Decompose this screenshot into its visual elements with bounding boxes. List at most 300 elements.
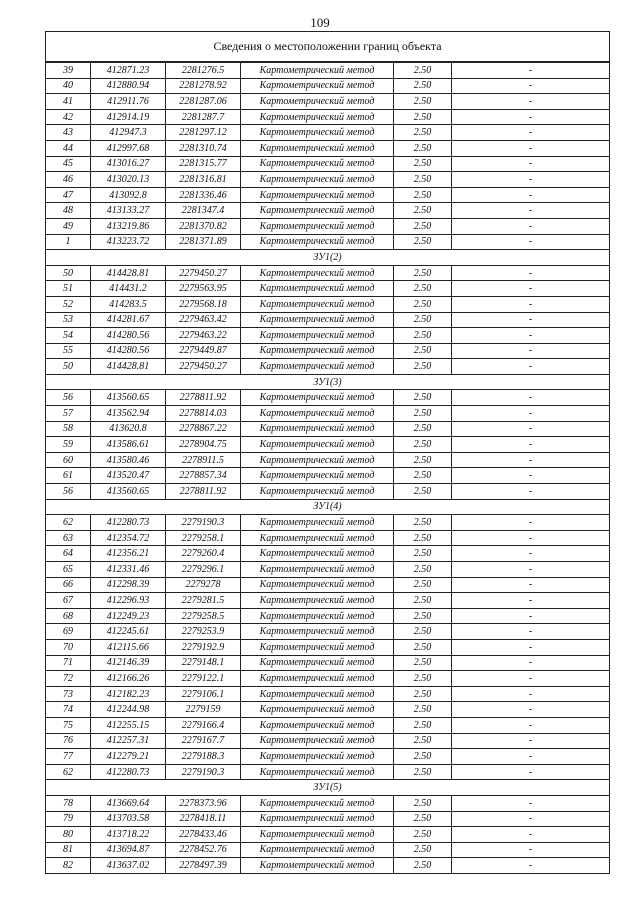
coord-y: 2281278.92 [166,78,241,94]
coord-x: 412244.98 [91,702,166,718]
table-row [46,140,610,156]
method-cell: Картометрический метод [241,842,394,858]
accuracy-cell: 2.50 [394,234,452,250]
coord-x: 412115.66 [91,639,166,655]
coord-x: 412182.23 [91,686,166,702]
accuracy-cell: 2.50 [394,296,452,312]
note-cell: - [452,296,610,312]
point-number: 56 [46,484,91,500]
table-row [46,156,610,172]
note-cell: - [452,515,610,531]
table-row [46,312,610,328]
table-row [46,421,610,437]
method-cell: Картометрический метод [241,827,394,843]
coord-y: 2279281.5 [166,593,241,609]
point-number: 66 [46,577,91,593]
table-row [46,811,610,827]
accuracy-cell: 2.50 [394,468,452,484]
coord-y: 2281276.5 [166,62,241,78]
accuracy-cell: 2.50 [394,156,452,172]
method-cell: Картометрический метод [241,156,394,172]
coord-x: 412331.46 [91,562,166,578]
coord-x: 412911.76 [91,94,166,110]
coord-x: 412257.31 [91,733,166,749]
coord-x: 413520.47 [91,468,166,484]
method-cell: Картометрический метод [241,764,394,780]
method-cell: Картометрический метод [241,686,394,702]
note-cell: - [452,842,610,858]
coord-x: 413586.61 [91,437,166,453]
note-cell: - [452,78,610,94]
coord-y: 2279159 [166,702,241,718]
table-title-row [46,32,610,63]
method-cell: Картометрический метод [241,811,394,827]
note-cell: - [452,593,610,609]
note-cell: - [452,655,610,671]
note-cell: - [452,94,610,110]
table-row [46,702,610,718]
point-number: 65 [46,562,91,578]
table-row [46,187,610,203]
point-number: 81 [46,842,91,858]
accuracy-cell: 2.50 [394,842,452,858]
accuracy-cell: 2.50 [394,140,452,156]
point-number: 53 [46,312,91,328]
method-cell: Картометрический метод [241,172,394,188]
coord-x: 414281.67 [91,312,166,328]
coord-y: 2278867.22 [166,421,241,437]
table-row [46,94,610,110]
point-number: 50 [46,265,91,281]
coord-x: 412255.15 [91,717,166,733]
method-cell: Картометрический метод [241,296,394,312]
section-row [46,780,610,796]
method-cell: Картометрический метод [241,577,394,593]
table-row [46,296,610,312]
coord-y: 2279563.95 [166,281,241,297]
point-number: 64 [46,546,91,562]
table-row [46,733,610,749]
coord-y: 2279122.1 [166,671,241,687]
coord-y: 2279106.1 [166,686,241,702]
table-row [46,764,610,780]
accuracy-cell: 2.50 [394,795,452,811]
accuracy-cell: 2.50 [394,265,452,281]
method-cell: Картометрический метод [241,562,394,578]
note-cell: - [452,328,610,344]
accuracy-cell: 2.50 [394,608,452,624]
accuracy-cell: 2.50 [394,686,452,702]
coord-x: 413718.22 [91,827,166,843]
coord-x: 414428.81 [91,359,166,375]
coord-y: 2278433.46 [166,827,241,843]
coord-y: 2279188.3 [166,749,241,765]
accuracy-cell: 2.50 [394,702,452,718]
point-number: 42 [46,109,91,125]
method-cell: Картометрический метод [241,858,394,874]
point-number: 69 [46,624,91,640]
note-cell: - [452,312,610,328]
accuracy-cell: 2.50 [394,312,452,328]
table-row [46,827,610,843]
coord-x: 412298.39 [91,577,166,593]
point-number: 76 [46,733,91,749]
coord-y: 2279278 [166,577,241,593]
accuracy-cell: 2.50 [394,437,452,453]
accuracy-cell: 2.50 [394,421,452,437]
method-cell: Картометрический метод [241,328,394,344]
table-row [46,671,610,687]
accuracy-cell: 2.50 [394,343,452,359]
note-cell: - [452,359,610,375]
point-number: 54 [46,328,91,344]
table-row [46,265,610,281]
accuracy-cell: 2.50 [394,749,452,765]
boundary-table [45,31,610,874]
table-row [46,795,610,811]
coord-x: 413092.8 [91,187,166,203]
accuracy-cell: 2.50 [394,515,452,531]
note-cell: - [452,156,610,172]
note-cell: - [452,764,610,780]
coord-x: 414428.81 [91,265,166,281]
point-number: 48 [46,203,91,219]
method-cell: Картометрический метод [241,608,394,624]
table-row [46,577,610,593]
accuracy-cell: 2.50 [394,406,452,422]
method-cell: Картометрический метод [241,717,394,733]
accuracy-cell: 2.50 [394,484,452,500]
accuracy-cell: 2.50 [394,530,452,546]
point-number: 41 [46,94,91,110]
coord-y: 2279190.3 [166,515,241,531]
point-number: 58 [46,421,91,437]
coord-y: 2281347.4 [166,203,241,219]
accuracy-cell: 2.50 [394,328,452,344]
table-row [46,437,610,453]
table-row [46,639,610,655]
point-number: 62 [46,515,91,531]
coord-x: 413560.65 [91,484,166,500]
accuracy-cell: 2.50 [394,655,452,671]
point-number: 56 [46,390,91,406]
note-cell: - [452,577,610,593]
table-row [46,717,610,733]
table-row [46,655,610,671]
method-cell: Картометрический метод [241,359,394,375]
coord-x: 412296.93 [91,593,166,609]
coord-y: 2279253.9 [166,624,241,640]
point-number: 44 [46,140,91,156]
note-cell: - [452,172,610,188]
point-number: 72 [46,671,91,687]
method-cell: Картометрический метод [241,203,394,219]
accuracy-cell: 2.50 [394,858,452,874]
accuracy-cell: 2.50 [394,125,452,141]
note-cell: - [452,733,610,749]
coord-y: 2278418.11 [166,811,241,827]
method-cell: Картометрический метод [241,281,394,297]
coord-x: 414280.56 [91,328,166,344]
point-number: 62 [46,764,91,780]
table-row [46,593,610,609]
note-cell: - [452,62,610,78]
coord-x: 412146.39 [91,655,166,671]
page-number: 109 [310,15,330,30]
coord-x: 412914.19 [91,109,166,125]
coord-y: 2281297.12 [166,125,241,141]
coord-y: 2278857.34 [166,468,241,484]
coord-y: 2279463.22 [166,328,241,344]
accuracy-cell: 2.50 [394,562,452,578]
accuracy-cell: 2.50 [394,359,452,375]
accuracy-cell: 2.50 [394,452,452,468]
accuracy-cell: 2.50 [394,733,452,749]
note-cell: - [452,717,610,733]
table-row [46,359,610,375]
coord-x: 412245.61 [91,624,166,640]
coord-x: 413580.46 [91,452,166,468]
method-cell: Картометрический метод [241,187,394,203]
point-number: 71 [46,655,91,671]
table-row [46,78,610,94]
note-cell: - [452,686,610,702]
accuracy-cell: 2.50 [394,624,452,640]
coord-y: 2281310.74 [166,140,241,156]
coord-y: 2281316.81 [166,172,241,188]
note-cell: - [452,218,610,234]
coord-x: 412249.23 [91,608,166,624]
coord-y: 2278497.39 [166,858,241,874]
accuracy-cell: 2.50 [394,827,452,843]
accuracy-cell: 2.50 [394,764,452,780]
coord-x: 412356.21 [91,546,166,562]
coord-x: 413223.72 [91,234,166,250]
table-row [46,562,610,578]
table-row [46,608,610,624]
note-cell: - [452,265,610,281]
point-number: 39 [46,62,91,78]
point-number: 1 [46,234,91,250]
note-cell: - [452,671,610,687]
note-cell: - [452,546,610,562]
note-cell: - [452,125,610,141]
coord-y: 2278814.03 [166,406,241,422]
table-row [46,172,610,188]
note-cell: - [452,795,610,811]
point-number: 68 [46,608,91,624]
method-cell: Картометрический метод [241,125,394,141]
note-cell: - [452,639,610,655]
accuracy-cell: 2.50 [394,62,452,78]
method-cell: Картометрический метод [241,795,394,811]
method-cell: Картометрический метод [241,671,394,687]
method-cell: Картометрический метод [241,749,394,765]
table-row [46,530,610,546]
coord-y: 2278911.5 [166,452,241,468]
point-number: 43 [46,125,91,141]
method-cell: Картометрический метод [241,78,394,94]
table-row [46,218,610,234]
accuracy-cell: 2.50 [394,78,452,94]
table-row [46,328,610,344]
point-number: 49 [46,218,91,234]
table-title: Сведения о местоположении границ объекта [46,32,610,63]
point-number: 52 [46,296,91,312]
point-number: 77 [46,749,91,765]
point-number: 59 [46,437,91,453]
accuracy-cell: 2.50 [394,577,452,593]
point-number: 67 [46,593,91,609]
point-number: 70 [46,639,91,655]
coord-x: 412997.68 [91,140,166,156]
section-row [46,250,610,266]
note-cell: - [452,203,610,219]
point-number: 55 [46,343,91,359]
note-cell: - [452,421,610,437]
point-number: 61 [46,468,91,484]
method-cell: Картометрический метод [241,421,394,437]
coord-y: 2281336.46 [166,187,241,203]
method-cell: Картометрический метод [241,468,394,484]
table-row [46,749,610,765]
coord-y: 2279296.1 [166,562,241,578]
point-number: 50 [46,359,91,375]
point-number: 57 [46,406,91,422]
point-number: 47 [46,187,91,203]
method-cell: Картометрический метод [241,234,394,250]
coord-x: 412871.23 [91,62,166,78]
coord-y: 2281315.77 [166,156,241,172]
accuracy-cell: 2.50 [394,671,452,687]
coord-y: 2279258.5 [166,608,241,624]
point-number: 80 [46,827,91,843]
coord-x: 413703.58 [91,811,166,827]
accuracy-cell: 2.50 [394,717,452,733]
coord-y: 2279190.3 [166,764,241,780]
coord-y: 2279568.18 [166,296,241,312]
coord-x: 412166.26 [91,671,166,687]
accuracy-cell: 2.50 [394,811,452,827]
accuracy-cell: 2.50 [394,218,452,234]
table-row [46,515,610,531]
coord-x: 414283.5 [91,296,166,312]
coord-y: 2281371.89 [166,234,241,250]
table-row [46,203,610,219]
point-number: 75 [46,717,91,733]
accuracy-cell: 2.50 [394,109,452,125]
accuracy-cell: 2.50 [394,639,452,655]
note-cell: - [452,562,610,578]
table-row [46,546,610,562]
coord-x: 413694.87 [91,842,166,858]
accuracy-cell: 2.50 [394,172,452,188]
coord-y: 2279166.4 [166,717,241,733]
method-cell: Картометрический метод [241,593,394,609]
coord-x: 412279.21 [91,749,166,765]
accuracy-cell: 2.50 [394,94,452,110]
table-row [46,109,610,125]
section-row [46,499,610,515]
coord-x: 413016.27 [91,156,166,172]
note-cell: - [452,437,610,453]
coord-x: 412880.94 [91,78,166,94]
coord-x: 414431.2 [91,281,166,297]
section-label: ЗУ1(4) [46,499,610,515]
point-number: 63 [46,530,91,546]
note-cell: - [452,452,610,468]
coord-x: 413637.02 [91,858,166,874]
coord-y: 2279192.9 [166,639,241,655]
method-cell: Картометрический метод [241,343,394,359]
note-cell: - [452,749,610,765]
point-number: 74 [46,702,91,718]
coord-y: 2278811.92 [166,484,241,500]
coord-x: 412354.72 [91,530,166,546]
table-row [46,281,610,297]
point-number: 40 [46,78,91,94]
method-cell: Картометрический метод [241,140,394,156]
point-number: 45 [46,156,91,172]
point-number: 82 [46,858,91,874]
method-cell: Картометрический метод [241,452,394,468]
coord-x: 413020.13 [91,172,166,188]
coord-y: 2278904.75 [166,437,241,453]
method-cell: Картометрический метод [241,312,394,328]
note-cell: - [452,406,610,422]
table-row [46,234,610,250]
coord-y: 2281287.7 [166,109,241,125]
accuracy-cell: 2.50 [394,593,452,609]
method-cell: Картометрический метод [241,94,394,110]
coord-y: 2279450.27 [166,359,241,375]
coord-x: 413562.94 [91,406,166,422]
method-cell: Картометрический метод [241,733,394,749]
coord-y: 2281287.06 [166,94,241,110]
table-row [46,390,610,406]
coord-x: 413669.64 [91,795,166,811]
coord-y: 2281370.82 [166,218,241,234]
section-row [46,374,610,390]
coord-y: 2279449.87 [166,343,241,359]
note-cell: - [452,608,610,624]
accuracy-cell: 2.50 [394,546,452,562]
table-row [46,842,610,858]
coord-x: 412947.3 [91,125,166,141]
table-row [46,468,610,484]
note-cell: - [452,187,610,203]
coord-y: 2279463.42 [166,312,241,328]
note-cell: - [452,343,610,359]
note-cell: - [452,468,610,484]
table-row [46,343,610,359]
method-cell: Картометрический метод [241,62,394,78]
table-row [46,484,610,500]
method-cell: Картометрический метод [241,624,394,640]
note-cell: - [452,234,610,250]
method-cell: Картометрический метод [241,655,394,671]
note-cell: - [452,624,610,640]
note-cell: - [452,281,610,297]
method-cell: Картометрический метод [241,530,394,546]
note-cell: - [452,827,610,843]
note-cell: - [452,530,610,546]
method-cell: Картометрический метод [241,109,394,125]
method-cell: Картометрический метод [241,390,394,406]
method-cell: Картометрический метод [241,702,394,718]
note-cell: - [452,811,610,827]
coord-y: 2278452.76 [166,842,241,858]
